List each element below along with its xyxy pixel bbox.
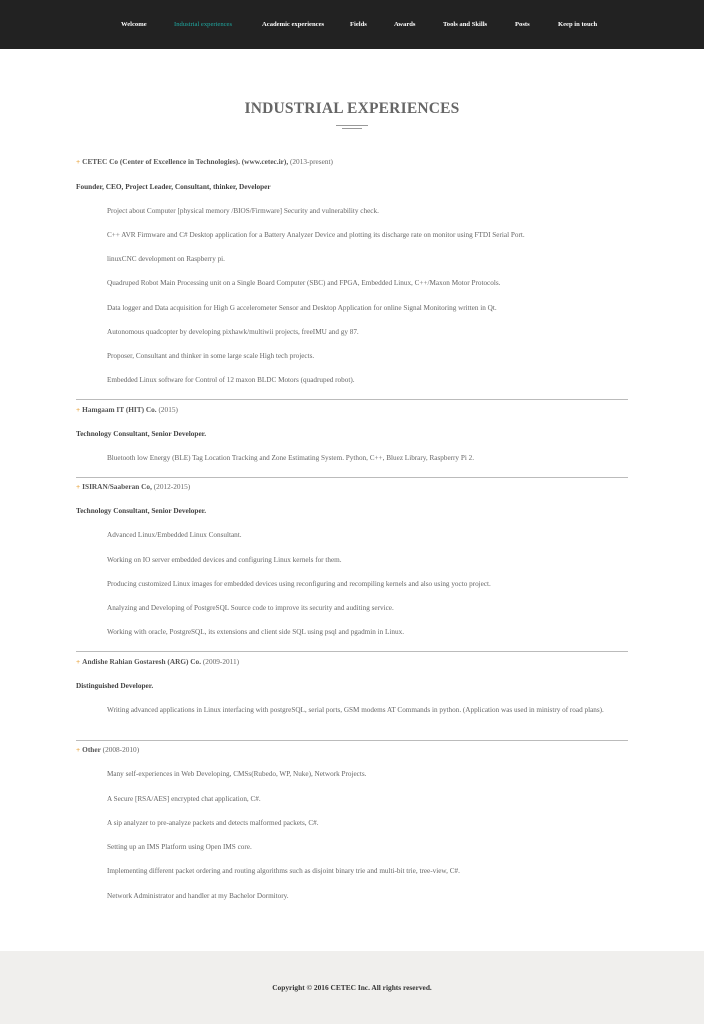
footer-copyright: Copyright © 2016 CETEC Inc. All rights reserved. [272,983,432,992]
section-heading [76,405,178,415]
title-underline-top [336,125,368,126]
plus-icon: + [76,157,81,166]
list-item: Autonomous quadcopter by developing pixhawk/multiwii projects, freeIMU and gy 87. [107,328,359,336]
period: (2013-present) [289,157,333,166]
nav-welcome[interactable]: Welcome [121,21,147,28]
nav-industrial-experiences[interactable]: Industrial experiences [174,21,233,28]
period: (2009-2011) [202,657,240,666]
section-heading [76,745,139,755]
section-heading [76,157,333,167]
nav-awards[interactable]: Awards [394,21,416,28]
plus-icon: + [76,405,81,414]
nav-tools-and-skills[interactable]: Tools and Skills [443,21,488,28]
role-title: Technology Consultant, Senior Developer. [76,506,207,515]
list-item: Advanced Linux/Embedded Linux Consultant. [107,531,242,539]
company-name: Hamgaam IT (HIT) Co. [82,405,157,414]
nav-keep-in-touch[interactable]: Keep in touch [558,21,598,28]
section-divider [76,651,628,652]
top-navbar [0,0,704,49]
list-item: Network Administrator and handler at my Bachelor Dormitory. [107,892,289,900]
plus-icon: + [76,482,81,491]
period: (2012-2015) [153,482,191,491]
list-item: Data logger and Data acquisition for High G accelerometer Sensor and Desktop Application for online Signal Monitoring written in Qt. [107,304,497,312]
list-item: Project about Computer [physical memory /BIOS/Firmware] Security and vulnerability check. [107,207,379,215]
section-divider [76,740,628,741]
list-item: Embedded Linux software for Control of 12 maxon BLDC Motors (quadruped robot). [107,376,355,384]
company-name: ISIRAN/Saaberan Co, [82,482,152,491]
title-underline-bottom [342,128,362,129]
list-item: C++ AVR Firmware and C# Desktop application for a Battery Analyzer Device and plotting its discharge rate on monitor using FTDI Serial Port. [107,231,525,239]
section-heading [76,482,190,492]
list-item: Writing advanced applications in Linux interfacing with postgreSQL, serial ports, GSM modems AT Commands in python. (Application was used in ministry of road plans). [107,706,604,714]
list-item: Bluetooth low Energy (BLE) Tag Location Tracking and Zone Estimating System. Python, C++, Bluez Library, Raspberry Pi 2. [107,454,474,462]
section-heading [76,657,239,667]
list-item: Working with oracle, PostgreSQL, its extensions and client side SQL using psql and pgadmin in Linux. [107,628,405,636]
role-title: Founder, CEO, Project Leader, Consultant, thinker, Developer [76,182,271,191]
plus-icon: + [76,745,81,754]
list-item: linuxCNC development on Raspberry pi. [107,255,225,263]
nav-fields[interactable]: Fields [350,21,367,28]
list-item: Implementing different packet ordering and routing algorithms such as disjoint binary trie and multi-bit trie, tree-view, C#. [107,867,460,875]
list-item: Many self-experiences in Web Developing, CMSs(Rubedo, WP, Nuke), Network Projects. [107,770,367,778]
period: (2008-2010) [102,745,140,754]
company-name: Other [82,745,101,754]
plus-icon: + [76,657,81,666]
list-item: Working on IO server embedded devices and configuring Linux kernels for them. [107,556,342,564]
page-title: INDUSTRIAL EXPERIENCES [244,100,460,117]
section-divider [76,399,628,400]
list-item: Analyzing and Developing of PostgreSQL Source code to improve its security and auditing service. [107,604,394,612]
company-name: Andishe Rahian Gostaresh (ARG) Co. [82,657,202,666]
role-title: Technology Consultant, Senior Developer. [76,429,207,438]
list-item: A sip analyzer to pre-analyze packets and detects malformed packets, C#. [107,819,319,827]
list-item: Setting up an IMS Platform using Open IMS core. [107,843,252,851]
nav-academic-experiences[interactable]: Academic experiences [262,21,325,28]
section-divider [76,477,628,478]
nav-posts[interactable]: Posts [515,21,530,28]
list-item: Proposer, Consultant and thinker in some large scale High tech projects. [107,352,315,360]
list-item: Quadruped Robot Main Processing unit on a Single Board Computer (SBC) and FPGA, Embedded Linux, C++/Maxon Motor Protocols. [107,279,501,287]
role-title: Distinguished Developer. [76,681,154,690]
period: (2015) [158,405,178,414]
list-item: A Secure [RSA/AES] encrypted chat application, C#. [107,795,261,803]
list-item: Producing customized Linux images for embedded devices using reconfiguring and recompiling kernels and also using yocto project. [107,580,491,588]
company-name: CETEC Co (Center of Excellence in Technologies). (www.cetec.ir), [82,157,289,166]
